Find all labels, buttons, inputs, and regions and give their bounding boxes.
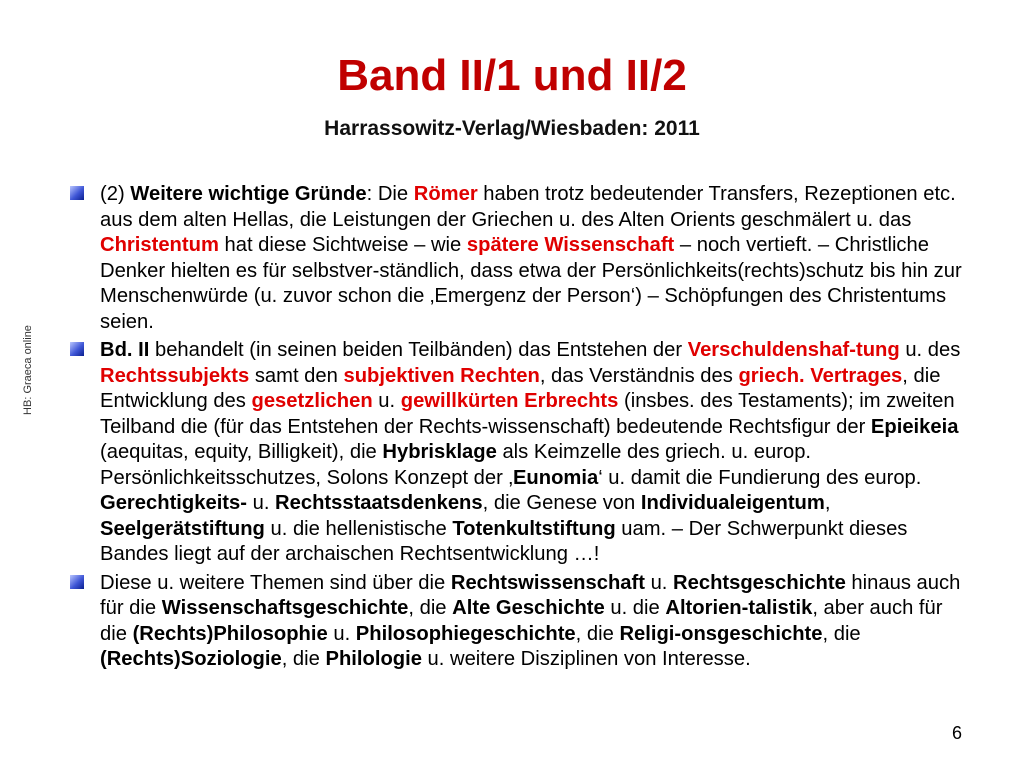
text-run: , aber auch für die xyxy=(100,597,943,645)
text-run: behandelt (in seinen beiden Teilbänden) das Entstehen der xyxy=(149,339,688,361)
bold-term: Totenkultstiftung xyxy=(452,517,616,540)
bold-term: Rechtswissenschaft xyxy=(450,571,645,594)
bold-term: Weitere wichtige Gründe xyxy=(130,183,367,205)
text-run: : Die xyxy=(366,183,414,205)
highlight-term: Römer xyxy=(413,183,478,205)
text-run: u. xyxy=(372,390,401,412)
bullet-list xyxy=(70,182,970,676)
highlight-term: Christentum xyxy=(100,234,219,256)
highlight-term: gewillkürten Erbrechts xyxy=(400,390,619,412)
text-run: hat diese Sichtweise – wie xyxy=(218,234,467,256)
text-run: u. weitere Disziplinen von Interesse. xyxy=(421,648,751,670)
bold-term: Gerechtigkeits- xyxy=(100,492,247,514)
text-run: , die xyxy=(281,648,326,670)
bold-term: Hybrisklage xyxy=(382,441,497,463)
highlight-term: spätere Wissenschaft xyxy=(466,234,675,256)
text-run: hinaus auch für die xyxy=(100,571,961,619)
text-run: (aequitas, equity, Billigkeit), die xyxy=(100,441,383,463)
page-number: 6 xyxy=(951,723,962,743)
text-run: haben trotz bedeutender Transfers, Rezeptionen etc. aus dem alten Hellas, die Leistungen der Griechen u. des Alten Orients geschmälert u. das xyxy=(100,183,956,231)
highlight-term: griech. Vertrages xyxy=(738,364,903,387)
square-bullet-icon xyxy=(70,186,84,200)
side-label: HB: Graeca online xyxy=(22,325,34,415)
bold-term: Epieikeia xyxy=(870,415,959,438)
text-run: (insbes. des Testaments); im zweiten Teilband die (für das Entstehen der Rechts-wissenschaft) bedeutende Rechtsfigur der xyxy=(100,390,955,438)
highlight-term: subjektiven Rechten xyxy=(343,364,540,387)
bold-term: Eunomia xyxy=(512,466,599,489)
text-run: , das Verständnis des xyxy=(539,364,739,387)
text-run: , die Entwicklung des xyxy=(100,364,941,412)
bold-term: Alte Geschichte xyxy=(452,597,605,619)
bullet-item xyxy=(70,182,970,335)
text-run: u. xyxy=(644,571,674,594)
highlight-term: gesetzlichen xyxy=(251,390,373,412)
bullet-item xyxy=(70,338,970,568)
text-run: u. xyxy=(246,492,276,514)
bullet-text xyxy=(100,571,970,673)
text-run: , die xyxy=(822,622,861,645)
text-run: , die xyxy=(575,622,620,645)
text-run: als Keimzelle des griech. u. europ. Persönlichkeitsschutzes, Solons Konzept der ‚ xyxy=(100,441,812,489)
square-bullet-icon xyxy=(70,342,84,356)
bullet-text xyxy=(100,338,970,568)
bold-term: Altorien-talistik xyxy=(665,597,813,619)
text-run: ‘ u. damit die Fundierung des europ. xyxy=(598,466,922,489)
bullet-text xyxy=(100,182,970,335)
highlight-term: Verschuldenshaf-tung xyxy=(687,339,900,361)
bold-term: Philologie xyxy=(325,648,422,670)
square-bullet-icon xyxy=(70,575,84,589)
bold-term: (Rechts)Philosophie xyxy=(132,622,328,645)
highlight-term: Rechtssubjekts xyxy=(100,364,250,387)
text-run: u. xyxy=(327,622,356,645)
bold-term: Wissenschaftsgeschichte xyxy=(161,597,409,619)
slide-title: Band II/1 und II/2 xyxy=(337,51,687,100)
bold-term: Philosophiegeschichte xyxy=(355,622,576,645)
bold-term: Bd. II xyxy=(100,339,150,361)
text-run: samt den xyxy=(249,364,344,387)
slide-subtitle: Harrassowitz-Verlag/Wiesbaden: 2011 xyxy=(324,117,700,140)
text-run: , die Genese von xyxy=(482,492,641,514)
text-run: u. des xyxy=(899,339,961,361)
text-run: u. die xyxy=(604,597,666,619)
bold-term: Rechtsgeschichte xyxy=(673,571,846,594)
bold-term: Religi-onsgeschichte xyxy=(619,622,823,645)
text-run: uam. – Der Schwerpunkt dieses Bandes liegt auf der archaischen Rechtsentwicklung …! xyxy=(100,517,908,565)
text-run: Diese u. weitere Themen sind über die xyxy=(100,571,451,594)
text-run: (2) xyxy=(100,183,131,205)
bold-term: Seelgerätstiftung xyxy=(100,517,265,540)
text-run: u. die hellenistische xyxy=(264,517,453,540)
bold-term: Individualeigentum xyxy=(640,492,825,514)
bold-term: Rechtsstaatsdenkens xyxy=(275,492,483,514)
text-run: – noch vertieft. – Christliche Denker hielten es für selbstver-ständlich, dass etwa der Persönlichkeits(rechts)schutz bis hin zur Menschenwürde (u. zuvor schon die ‚Emergenz der Person‘) – Schöpfungen des Christentums seien. xyxy=(100,234,962,333)
text-run: , xyxy=(824,492,831,514)
bullet-item xyxy=(70,571,970,673)
bold-term: (Rechts)Soziologie xyxy=(100,648,282,670)
text-run: , die xyxy=(408,597,453,619)
